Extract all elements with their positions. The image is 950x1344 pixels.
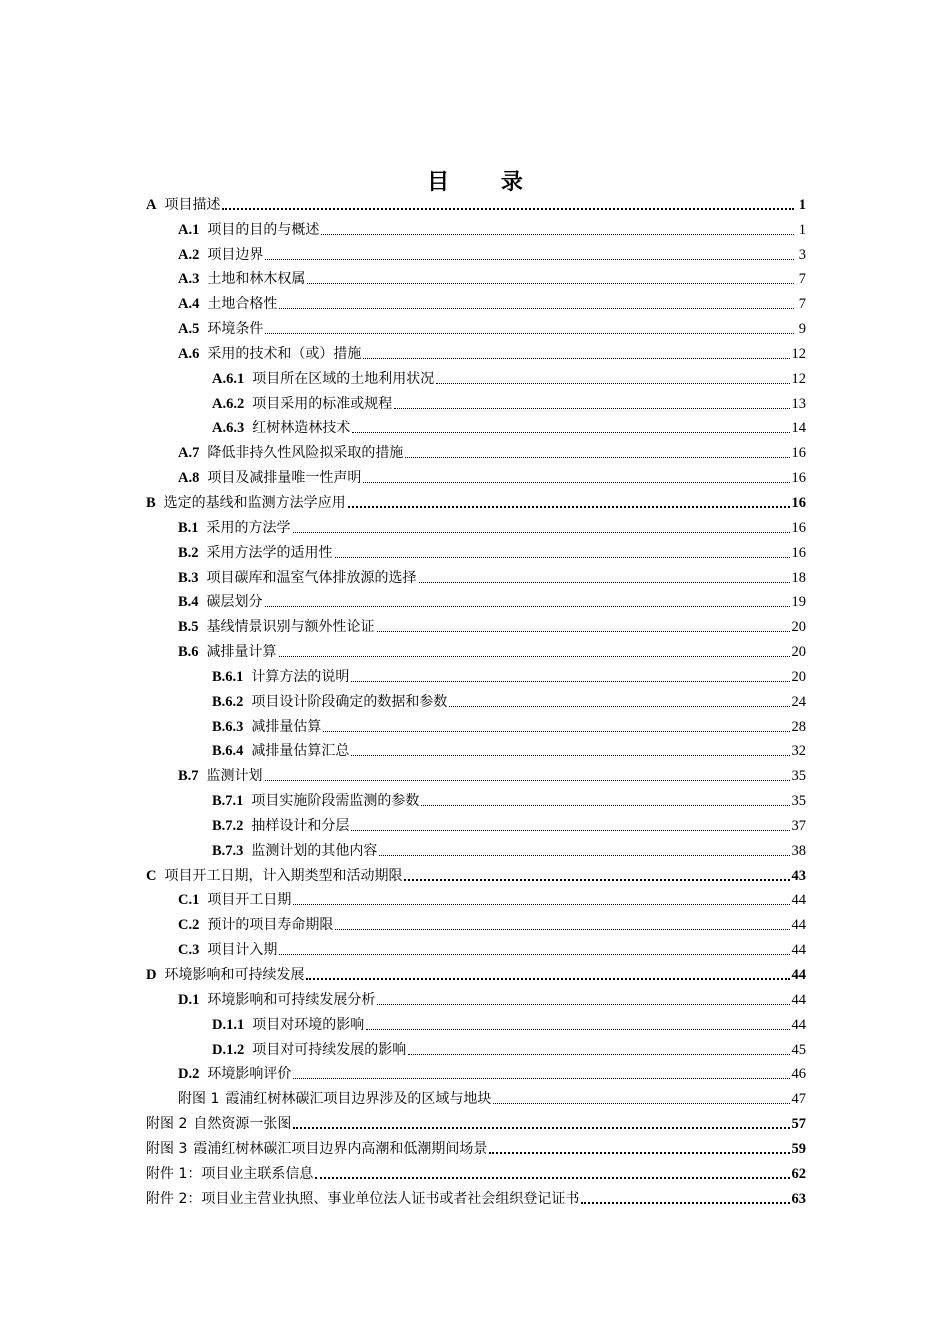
- toc-entry-text: 环境影响和可持续发展分析: [207, 991, 376, 1008]
- toc-entry[interactable]: [146, 214, 806, 239]
- toc-leader-dots: [293, 1078, 789, 1079]
- toc-entry-text: 项目描述: [164, 196, 221, 213]
- toc-entry-title: [212, 1016, 364, 1034]
- toc-leader-dots: [363, 482, 789, 483]
- toc-entry-text: 降低非持久性风险拟采取的措施: [207, 445, 404, 462]
- toc-entry-text: 霞浦红树林碳汇项目边界内高潮和低潮期间场景: [193, 1140, 488, 1157]
- toc-entry-title: [212, 792, 419, 810]
- toc-page-number: 28: [791, 718, 806, 735]
- toc-page-number: 47: [791, 1091, 806, 1108]
- toc-entry-number: A.6.3: [212, 420, 245, 437]
- toc-leader-dots: [293, 904, 789, 905]
- toc-entry-number: B.6.2: [212, 693, 244, 710]
- toc-page-number: 20: [791, 619, 806, 636]
- toc-page-number: 62: [791, 1165, 806, 1182]
- toc-entry-title: [178, 246, 263, 264]
- toc-entry-title: [212, 842, 377, 860]
- page-title: 目 录: [427, 168, 545, 195]
- toc-leader-dots: [394, 408, 789, 409]
- toc-leader-dots: [348, 506, 790, 508]
- toc-entry[interactable]: [146, 611, 806, 636]
- toc-entry-number: B.7: [178, 768, 199, 785]
- toc-entry-title: [178, 270, 305, 288]
- toc-entry-title: [146, 494, 346, 512]
- toc-page-number: 46: [791, 1066, 806, 1083]
- toc-leader-dots: [307, 283, 794, 284]
- toc-entry-text: 项目开工日期: [207, 892, 292, 909]
- toc-entry-number: B.7.3: [212, 842, 244, 859]
- toc-entry-number: A.2: [178, 246, 200, 263]
- toc-entry-title: [178, 569, 417, 587]
- toc-leader-dots: [306, 978, 789, 980]
- toc-entry-text: 采用的技术和（或）措施: [207, 345, 362, 362]
- toc-entry-number: A.8: [178, 470, 200, 487]
- toc-entry-number: A.6.2: [212, 395, 245, 412]
- toc-entry[interactable]: [146, 959, 806, 984]
- toc-page-number: 20: [791, 644, 806, 661]
- toc-leader-dots: [436, 383, 789, 384]
- toc-page-number: 19: [791, 594, 806, 611]
- toc-page-number: 32: [791, 743, 806, 760]
- toc-entry-text: 项目边界: [207, 246, 264, 263]
- toc-entry[interactable]: [146, 462, 806, 487]
- toc-entry-number: B.6.4: [212, 743, 244, 760]
- toc-entry-number: B: [146, 494, 156, 511]
- toc-entry[interactable]: [146, 860, 806, 885]
- toc-leader-dots: [351, 681, 789, 682]
- toc-entry[interactable]: [146, 413, 806, 438]
- toc-entry-text: 霞浦红树林碳汇项目边界涉及的区域与地块: [225, 1091, 492, 1108]
- toc-leader-dots: [279, 308, 794, 309]
- toc-entry[interactable]: [146, 1034, 806, 1059]
- toc-entry-text: 减排量估算汇总: [251, 743, 350, 760]
- toc-leader-dots: [222, 208, 794, 210]
- toc-entry[interactable]: [146, 512, 806, 537]
- toc-leader-dots: [335, 929, 789, 930]
- toc-page-number: 37: [791, 817, 806, 834]
- toc-entry-number: C.3: [178, 942, 200, 959]
- toc-leader-dots: [351, 830, 789, 831]
- toc-leader-dots: [493, 1103, 789, 1104]
- toc-entry-title: [212, 668, 349, 686]
- toc-page-number: 45: [791, 1041, 806, 1058]
- toc-entry-text: 项目计入期: [207, 942, 278, 959]
- toc-entry-number: B.6.3: [212, 718, 244, 735]
- toc-entry-text: 项目对环境的影响: [252, 1016, 365, 1033]
- toc-entry-number: B.6.1: [212, 668, 244, 685]
- toc-entry-number: B.6: [178, 644, 199, 661]
- toc-entry-number: A.3: [178, 271, 200, 288]
- toc-page-number: 63: [791, 1190, 806, 1207]
- toc-entry-text: 减排量估算: [251, 718, 322, 735]
- toc-entry-title: [178, 618, 375, 636]
- toc-page-number: 35: [791, 793, 806, 810]
- toc-leader-dots: [279, 656, 790, 657]
- toc-page-number: 16: [791, 470, 806, 487]
- toc-entry-text: 项目碳库和温室气体排放源的选择: [206, 569, 417, 586]
- toc-entry[interactable]: [146, 885, 806, 910]
- toc-page-number: 44: [791, 917, 806, 934]
- toc-entry-title: [146, 1190, 579, 1208]
- toc-leader-dots: [421, 805, 789, 806]
- toc-page-number: 16: [791, 445, 806, 462]
- toc-page-number: 43: [791, 867, 806, 884]
- toc-entry-number: B.3: [178, 569, 199, 586]
- toc-leader-dots: [293, 532, 790, 533]
- toc-entry[interactable]: [146, 562, 806, 587]
- toc-entry[interactable]: [146, 661, 806, 686]
- toc-entry-number: A.6.1: [212, 370, 245, 387]
- toc-entry-number: A.4: [178, 296, 200, 313]
- toc-entry-text: 预计的项目寿命期限: [207, 917, 334, 934]
- toc-entry-title: [178, 469, 361, 487]
- toc-entry[interactable]: [146, 1183, 806, 1208]
- toc-entry-number: A: [146, 196, 157, 213]
- toc-entry[interactable]: [146, 736, 806, 761]
- toc-entry-text: 环境影响评价: [207, 1066, 292, 1083]
- toc-page-number: 44: [791, 967, 806, 983]
- toc-entry[interactable]: [146, 239, 806, 264]
- toc-entry[interactable]: [146, 909, 806, 934]
- toc-entry-number: A.6: [178, 345, 200, 362]
- toc-entry[interactable]: [146, 189, 806, 214]
- toc-page-number: 7: [798, 296, 806, 313]
- toc-entry-title: [146, 1165, 313, 1183]
- toc-entry-title: [178, 519, 291, 537]
- toc-entry-text: 项目所在区域的土地利用状况: [252, 370, 435, 387]
- toc-entry[interactable]: [146, 264, 806, 289]
- toc-leader-dots: [449, 706, 789, 707]
- toc-entry-number: D.2: [178, 1066, 200, 1083]
- toc-entry-title: [212, 693, 447, 711]
- toc-entry-text: 环境条件: [207, 321, 264, 338]
- toc-entry-number: B.4: [178, 594, 199, 611]
- toc-leader-dots: [404, 879, 789, 881]
- toc-entry[interactable]: [146, 1059, 806, 1084]
- toc-entry-title: [212, 718, 321, 736]
- toc-entry-text: 项目设计阶段确定的数据和参数: [251, 693, 448, 710]
- toc-entry-text: 选定的基线和监测方法学应用: [163, 494, 346, 511]
- toc-entry-text: 采用的方法学: [206, 519, 291, 536]
- toc-entry-number: C.2: [178, 917, 200, 934]
- toc-entry-title: [178, 643, 277, 661]
- toc-entry-title: [178, 916, 333, 934]
- toc-page-number: 1: [798, 221, 806, 238]
- toc-page-number: 44: [791, 1016, 806, 1033]
- toc-leader-dots: [321, 234, 794, 235]
- toc-page-number: 38: [791, 842, 806, 859]
- toc-entry-title: [178, 444, 403, 462]
- toc-entry[interactable]: [146, 1009, 806, 1034]
- toc-entry-title: [178, 345, 361, 363]
- toc-entry-title: [178, 544, 333, 562]
- toc-entry[interactable]: [146, 288, 806, 313]
- toc-entry-title: [178, 1065, 291, 1083]
- toc-entry-title: [178, 941, 277, 959]
- toc-entry[interactable]: [146, 1083, 806, 1108]
- toc-entry[interactable]: [146, 388, 806, 413]
- toc-entry-title: [212, 1041, 406, 1059]
- toc-leader-dots: [352, 432, 789, 433]
- toc-entry-title: [212, 742, 349, 760]
- toc-leader-dots: [366, 1029, 789, 1030]
- toc-entry-text: 减排量计算: [206, 644, 277, 661]
- toc-leader-dots: [351, 755, 789, 756]
- toc-entry[interactable]: [146, 537, 806, 562]
- toc-entry[interactable]: [146, 338, 806, 363]
- toc-entry-text: 采用方法学的适用性: [206, 544, 333, 561]
- toc-entry-number: C: [146, 867, 157, 884]
- toc-entry[interactable]: [146, 587, 806, 612]
- toc-page-number: 12: [791, 370, 806, 387]
- toc-entry-text: 监测计划的其他内容: [251, 842, 378, 859]
- toc-entry-title: [146, 196, 220, 214]
- toc-entry-text: 土地和林木权属: [207, 271, 306, 288]
- toc-entry-title: [178, 295, 277, 313]
- toc-entry-number: B.7.1: [212, 793, 244, 810]
- toc-entry-number: 附图 3: [146, 1140, 188, 1157]
- toc-leader-dots: [377, 1004, 789, 1005]
- toc-entry-text: 基线情景识别与额外性论证: [206, 619, 375, 636]
- toc-entry-title: [178, 1090, 491, 1108]
- toc-entry-number: D.1.1: [212, 1016, 245, 1033]
- toc-page-number: 9: [798, 321, 806, 338]
- toc-entry[interactable]: [146, 313, 806, 338]
- toc-page-number: 44: [791, 991, 806, 1008]
- toc-entry[interactable]: [146, 984, 806, 1009]
- toc-entry-text: 环境影响和可持续发展: [164, 967, 305, 983]
- toc-entry[interactable]: [146, 437, 806, 462]
- toc-entry-text: 项目的目的与概述: [207, 221, 320, 238]
- toc-page-number: 24: [791, 693, 806, 710]
- toc-page-number: 44: [791, 892, 806, 909]
- toc-entry-title: [178, 991, 375, 1009]
- toc-page-number: 16: [791, 544, 806, 561]
- toc-entry[interactable]: [146, 487, 806, 512]
- toc-entry-number: B.5: [178, 619, 199, 636]
- toc-page-number: 13: [791, 395, 806, 412]
- toc-page-number: 35: [791, 768, 806, 785]
- toc-entry-number: A.5: [178, 321, 200, 338]
- toc-page-number: 14: [791, 420, 806, 437]
- toc-entry-text: 项目业主营业执照、事业单位法人证书或者社会组织登记证书: [201, 1190, 580, 1207]
- toc-leader-dots: [293, 1127, 789, 1129]
- toc-entry[interactable]: [146, 1158, 806, 1183]
- table-of-contents: [146, 189, 806, 1208]
- toc-page-number: 16: [791, 519, 806, 536]
- toc-entry-number: 附件 2：: [146, 1190, 202, 1207]
- toc-entry[interactable]: [146, 711, 806, 736]
- toc-entry-number: B.1: [178, 519, 199, 536]
- toc-leader-dots: [315, 1177, 789, 1179]
- toc-page-number: 18: [791, 569, 806, 586]
- toc-leader-dots: [265, 259, 794, 260]
- toc-entry[interactable]: [146, 1108, 806, 1133]
- toc-entry-title: [146, 1140, 487, 1158]
- toc-entry[interactable]: [146, 785, 806, 810]
- toc-entry-title: [212, 817, 349, 835]
- toc-entry[interactable]: [146, 934, 806, 959]
- toc-entry-title: [146, 966, 304, 984]
- toc-entry[interactable]: [146, 686, 806, 711]
- toc-entry-text: 项目开工日期，计入期类型和活动期限: [164, 867, 403, 884]
- toc-entry-number: D.1.2: [212, 1041, 245, 1058]
- toc-entry-title: [178, 221, 319, 239]
- toc-entry-title: [178, 891, 291, 909]
- toc-entry-number: D.1: [178, 991, 200, 1008]
- toc-leader-dots: [265, 780, 790, 781]
- toc-entry-title: [212, 395, 392, 413]
- toc-leader-dots: [408, 1054, 789, 1055]
- toc-entry-title: [212, 370, 434, 388]
- toc-leader-dots: [377, 631, 790, 632]
- toc-leader-dots: [379, 855, 789, 856]
- toc-leader-dots: [335, 557, 790, 558]
- toc-entry-text: 碳层划分: [206, 594, 263, 611]
- toc-entry-number: D: [146, 967, 157, 983]
- toc-entry-text: 自然资源一张图: [193, 1116, 292, 1133]
- toc-page-number: 3: [798, 246, 806, 263]
- toc-entry-title: [146, 867, 402, 885]
- toc-entry-number: 附件 1：: [146, 1165, 202, 1182]
- toc-entry-text: 土地合格性: [207, 296, 278, 313]
- toc-entry-number: C.1: [178, 892, 200, 909]
- toc-entry-text: 监测计划: [206, 768, 263, 785]
- toc-entry[interactable]: [146, 363, 806, 388]
- toc-page-number: 57: [791, 1116, 806, 1133]
- toc-entry-text: 抽样设计和分层: [251, 817, 350, 834]
- toc-entry-text: 计算方法的说明: [251, 668, 350, 685]
- toc-leader-dots: [265, 333, 794, 334]
- toc-entry-text: 项目采用的标准或规程: [252, 395, 393, 412]
- toc-leader-dots: [363, 358, 789, 359]
- toc-leader-dots: [581, 1202, 789, 1204]
- toc-leader-dots: [265, 606, 790, 607]
- toc-entry-title: [178, 320, 263, 338]
- toc-page-number: 20: [791, 668, 806, 685]
- toc-entry[interactable]: [146, 636, 806, 661]
- toc-leader-dots: [489, 1152, 789, 1154]
- toc-entry-number: A.7: [178, 445, 200, 462]
- toc-page-number: 1: [798, 196, 806, 213]
- toc-leader-dots: [323, 731, 789, 732]
- toc-entry-number: 附图 1: [178, 1091, 220, 1108]
- toc-entry[interactable]: [146, 835, 806, 860]
- toc-entry-title: [178, 767, 263, 785]
- toc-entry-number: B.7.2: [212, 817, 244, 834]
- toc-entry[interactable]: [146, 1133, 806, 1158]
- toc-entry-text: 红树林造林技术: [252, 420, 351, 437]
- toc-entry-text: 项目实施阶段需监测的参数: [251, 793, 420, 810]
- toc-entry-number: B.2: [178, 544, 199, 561]
- toc-leader-dots: [405, 457, 789, 458]
- toc-page-number: 12: [791, 345, 806, 362]
- toc-entry-text: 项目及减排量唯一性声明: [207, 470, 362, 487]
- toc-page-number: 44: [791, 942, 806, 959]
- toc-page-number: 16: [791, 494, 806, 511]
- toc-entry-number: 附图 2: [146, 1116, 188, 1133]
- toc-entry-number: A.1: [178, 221, 200, 238]
- toc-entry-title: [178, 593, 263, 611]
- toc-entry-text: 项目业主联系信息: [201, 1165, 314, 1182]
- toc-leader-dots: [279, 954, 789, 955]
- toc-leader-dots: [419, 582, 790, 583]
- toc-entry-text: 项目对可持续发展的影响: [252, 1041, 407, 1058]
- toc-page-number: 7: [798, 271, 806, 288]
- toc-entry[interactable]: [146, 760, 806, 785]
- toc-entry-title: [146, 1115, 291, 1133]
- toc-page-number: 59: [791, 1140, 806, 1157]
- toc-entry-title: [212, 419, 350, 437]
- toc-entry[interactable]: [146, 810, 806, 835]
